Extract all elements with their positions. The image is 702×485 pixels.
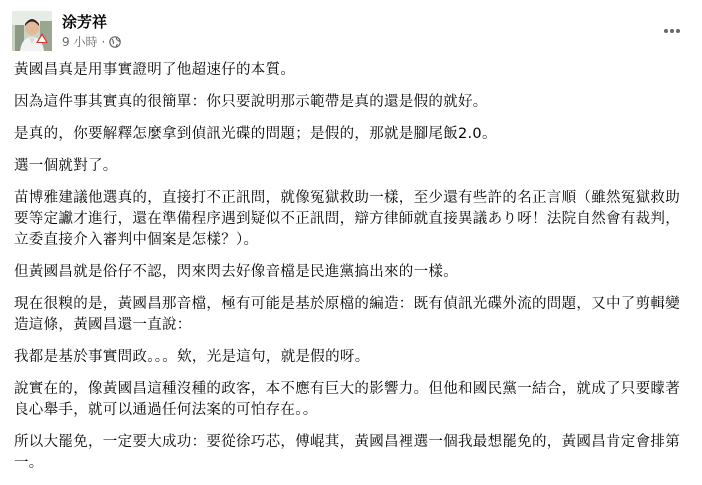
post-meta [62,34,121,50]
post-body [14,60,694,485]
post-paragraph-5: 苗博雅建議他選真的，直接打不正訊問，就像冤獄救助一樣，至少還有些許的名正言順（雖然冤獄救助要等定讞才進行，還在準備程序遇到疑似不正訊問，辯方律師就直接異議あり呀！法院自然會有裁判，立委直接介入審判中個案是怎樣？）。 [14,190,680,248]
author-avatar[interactable] [12,11,52,51]
post-paragraph-9: 說實在的，像黃國昌這種沒種的政客，本不應有巨大的影響力。但他和國民黨一結合，就成了只要矇著良心舉手，就可以通過任何法案的可怕存在。。 [14,381,680,418]
post-paragraph-8: 我都是基於事實問政。。。欸，光是這句，就是假的呀。 [14,349,370,365]
post-paragraph-1: 黃國昌真是用事實證明了他超速仔的本質。 [14,62,296,78]
more-dots-icon [662,21,682,41]
post-paragraph-3: 是真的，你要解釋怎麼拿到偵訊光碟的問題；是假的，那就是腳尾飯2.0。 [14,126,497,142]
author-name[interactable]: 涂芳祥 [62,13,108,31]
meta-separator: · [101,35,106,49]
post-header [12,11,692,55]
globe-icon[interactable] [109,36,121,48]
post-timestamp[interactable]: 9 小時 [62,35,98,49]
post-paragraph-4: 選一個就對了。 [14,158,118,174]
more-options-button[interactable] [654,13,690,49]
avatar-photo-icon [12,11,52,51]
post-paragraph-6: 但黃國昌就是俗仔不認，閃來閃去好像音檔是民進黨搞出來的一樣。 [14,264,458,280]
post-paragraph-7: 現在很糗的是，黃國昌那音檔，極有可能是基於原檔的編造：既有偵訊光碟外流的問題，又中了剪輯變造這條，黃國昌還一直說： [14,296,680,333]
post-paragraph-2: 因為這件事其實真的很簡單：你只要說明那示範帶是真的還是假的就好。 [14,94,488,110]
post-paragraph-10: 所以大罷免，一定要大成功：要從徐巧芯，傅崐萁，黃國昌裡選一個我最想罷免的，黃國昌肯定會排第一。 [14,434,680,471]
